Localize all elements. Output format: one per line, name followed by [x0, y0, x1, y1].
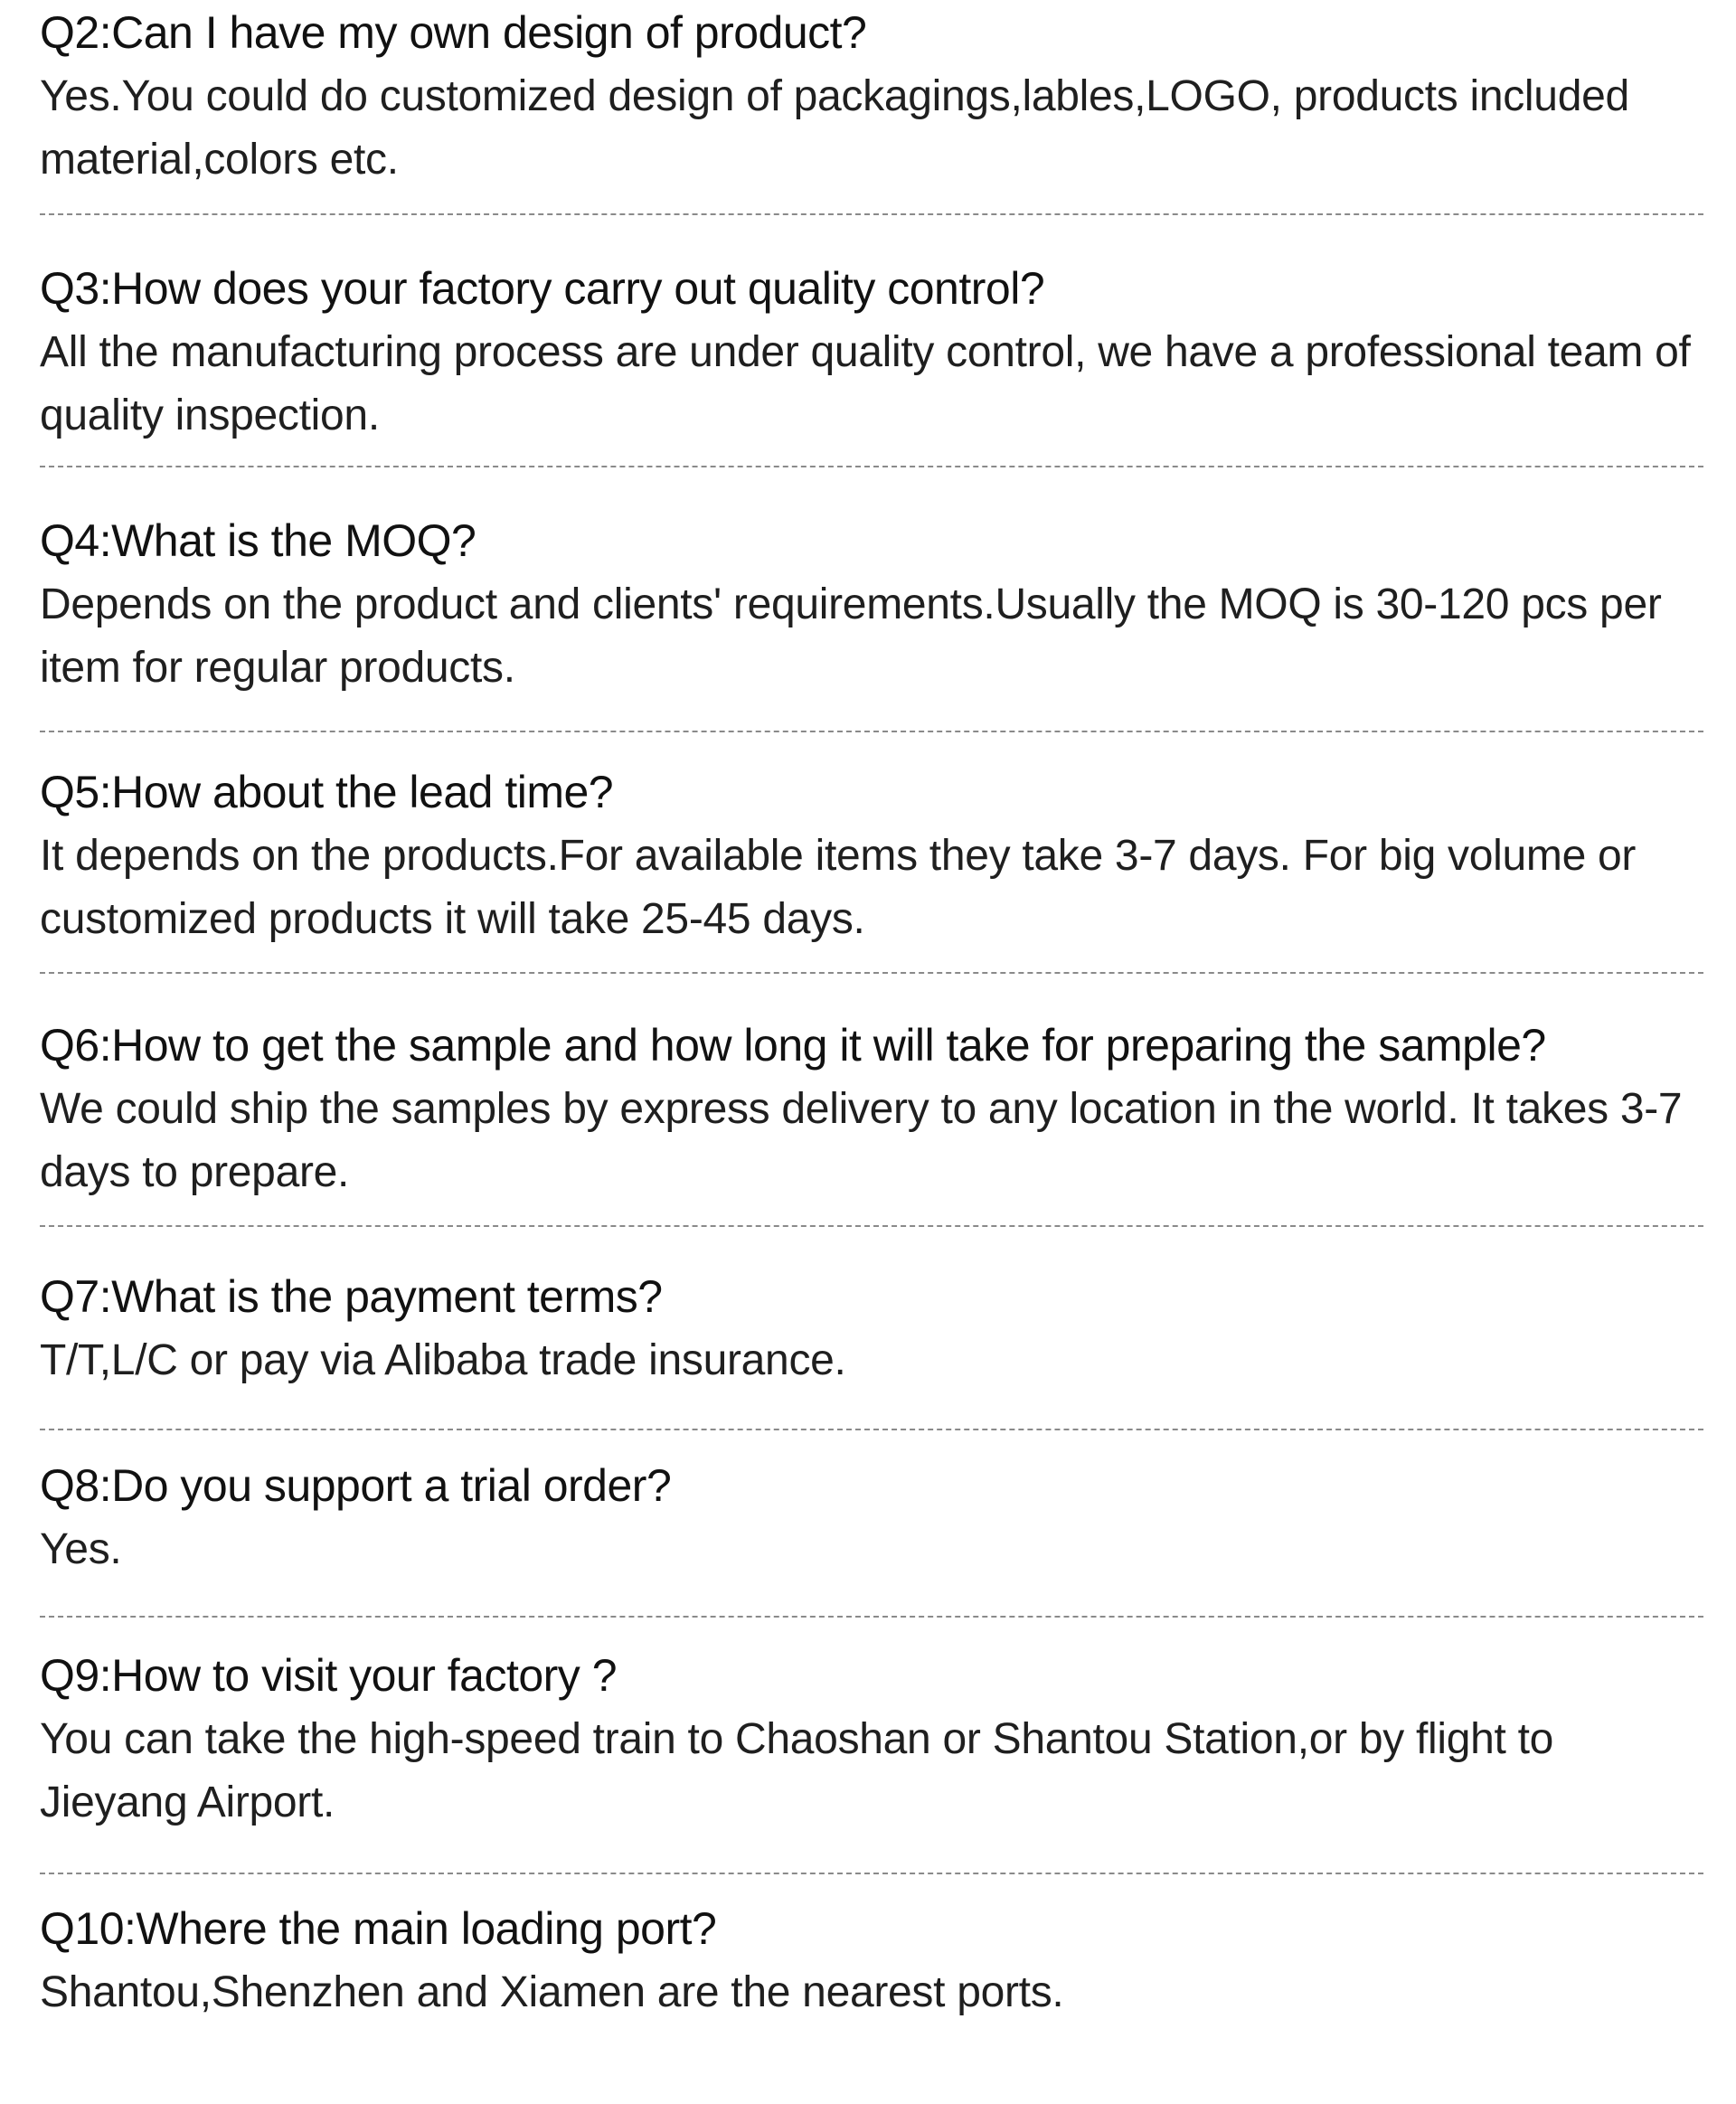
faq-question: Q5:How about the lead time? [40, 767, 614, 817]
dashed-divider [40, 731, 1703, 732]
faq-item [40, 1643, 1703, 1835]
faq-answer: All the manufacturing process are under quality control, we have a professional team of quality inspection. [40, 328, 1691, 439]
faq-question: Q4:What is the MOQ? [40, 515, 476, 566]
dashed-divider [40, 1429, 1703, 1430]
faq-question: Q2:Can I have my own design of product? [40, 7, 867, 58]
dashed-divider [40, 466, 1703, 467]
dashed-divider [40, 1873, 1703, 1874]
faq-item [40, 760, 1703, 951]
faq-item [40, 1453, 1703, 1581]
faq-answer: You can take the high-speed train to Chaoshan or Shantou Station,or by flight to Jieyang Airport. [40, 1715, 1554, 1826]
faq-answer: Yes. [40, 1525, 122, 1573]
faq-item [40, 1013, 1703, 1204]
dashed-divider [40, 1616, 1703, 1618]
faq-answer: It depends on the products.For available items they take 3-7 days. For big volume or customized products it will take 25-45 days. [40, 832, 1637, 943]
faq-question: Q9:How to visit your factory ? [40, 1650, 618, 1701]
faq-item [40, 508, 1703, 700]
faq-item [40, 1896, 1703, 2024]
faq-answer: Depends on the product and clients' requirements.Usually the MOQ is 30-120 pcs per item for regular products. [40, 580, 1662, 692]
faq-question: Q3:How does your factory carry out quality control? [40, 263, 1045, 314]
dashed-divider [40, 972, 1703, 974]
faq-answer: Shantou,Shenzhen and Xiamen are the nearest ports. [40, 1968, 1064, 2016]
faq-question: Q8:Do you support a trial order? [40, 1460, 672, 1511]
dashed-divider [40, 213, 1703, 215]
faq-answer: Yes.You could do customized design of packagings,lables,LOGO, products included material,colors etc. [40, 72, 1629, 184]
faq-answer: T/T,L/C or pay via Alibaba trade insurance. [40, 1336, 846, 1384]
faq-item [40, 0, 1703, 192]
faq-item [40, 1264, 1703, 1392]
faq-question: Q7:What is the payment terms? [40, 1271, 663, 1322]
faq-question: Q6:How to get the sample and how long it will take for preparing the sample? [40, 1020, 1546, 1071]
faq-item [40, 256, 1703, 448]
faq-question: Q10:Where the main loading port? [40, 1903, 717, 1954]
faq-answer: We could ship the samples by express delivery to any location in the world. It takes 3-7 days to prepare. [40, 1085, 1683, 1196]
dashed-divider [40, 1225, 1703, 1227]
